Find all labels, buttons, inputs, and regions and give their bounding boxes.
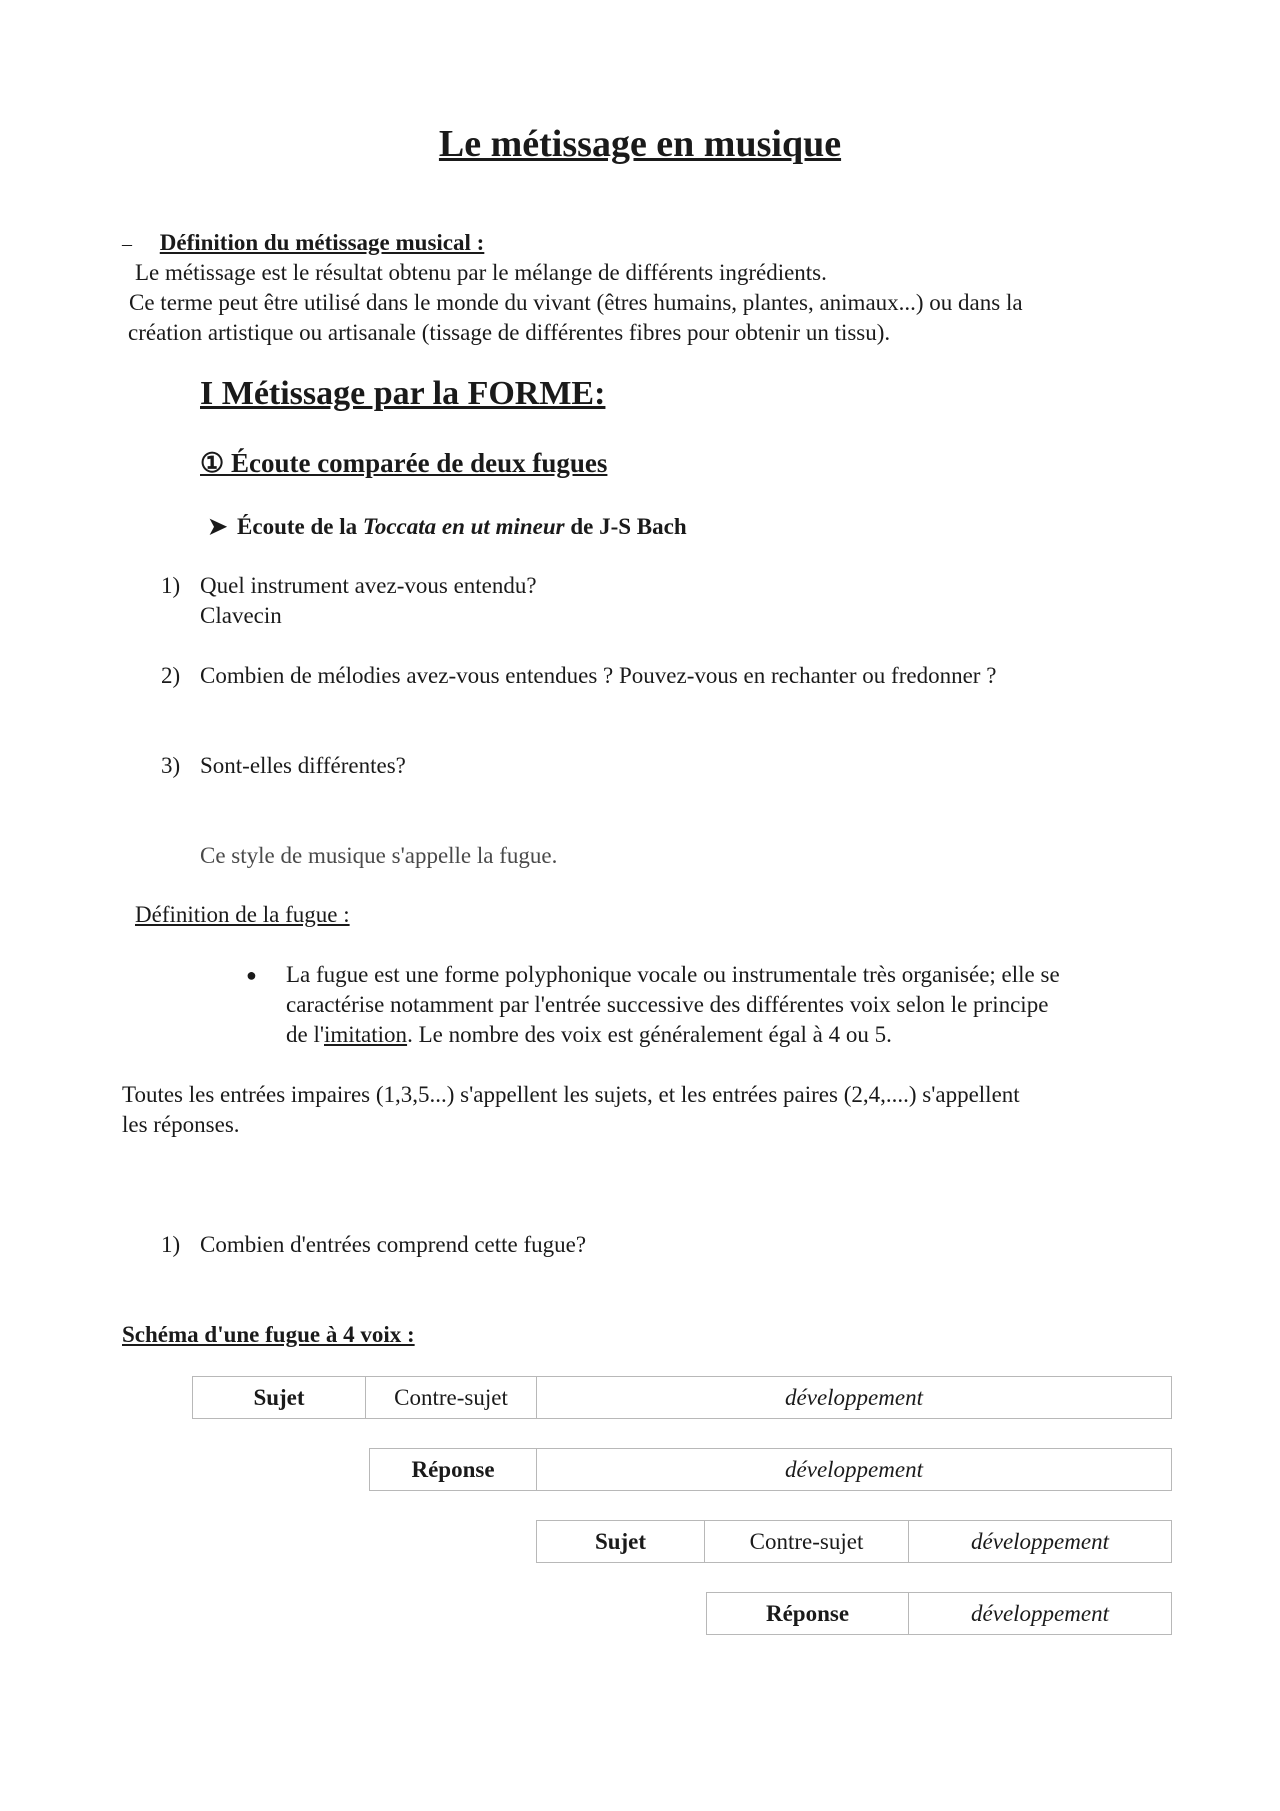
schema-cell-sujet: Sujet <box>536 1520 705 1563</box>
schema-cell-developpement: développement <box>536 1376 1172 1419</box>
listening-prefix: Écoute de la <box>237 514 358 539</box>
definition-metissage-heading: Définition du métissage musical : <box>159 230 485 255</box>
definition-fugue-line3 <box>286 1020 892 1050</box>
question-text: Combien de mélodies avez-vous entendues ? Pouvez-vous en rechanter ou fredonner ? <box>200 663 997 688</box>
schema-cell-developpement: développement <box>536 1448 1172 1491</box>
schema-cell-reponse: Réponse <box>706 1592 909 1635</box>
definition-fugue-heading: Définition de la fugue : <box>135 902 350 927</box>
listening-suffix: de J-S Bach <box>570 514 687 539</box>
listening-work-title: Toccata en ut mineur <box>362 514 565 539</box>
question-number: 2) <box>161 663 181 688</box>
entries-text-line1: Toutes les entrées impaires (1,3,5...) s'appellent les sujets, et les entrées paires (2,4,....) s'appellent <box>122 1082 1020 1107</box>
definition-fugue-line2: caractérise notamment par l'entrée successive des différentes voix selon le principe <box>286 992 1049 1017</box>
schema-cell-sujet: Sujet <box>192 1376 366 1419</box>
imitation-term: imitation <box>324 1022 408 1047</box>
subheading-ecoute-comparee: ① Écoute comparée de deux fugues <box>200 448 608 478</box>
schema-cell-developpement: développement <box>908 1520 1172 1563</box>
definition-fugue-line1: La fugue est une forme polyphonique vocale ou instrumentale très organisée; elle se <box>286 962 1060 987</box>
arrow-icon: ➤ <box>208 514 228 539</box>
definition-metissage-line1: Le métissage est le résultat obtenu par le mélange de différents ingrédients. <box>135 260 827 285</box>
schema-cell-developpement: développement <box>908 1592 1172 1635</box>
fugue-note: Ce style de musique s'appelle la fugue. <box>200 843 558 868</box>
question-text: Quel instrument avez-vous entendu? <box>200 573 537 598</box>
question-text: Sont-elles différentes? <box>200 753 406 778</box>
definition-fugue-line3-pre: de l' <box>286 1022 324 1047</box>
schema-heading: Schéma d'une fugue à 4 voix : <box>122 1322 415 1347</box>
bullet-icon: ● <box>246 965 257 985</box>
schema-cell-contre-sujet: Contre-sujet <box>704 1520 909 1563</box>
question-answer: Clavecin <box>200 603 282 628</box>
schema-cell-reponse: Réponse <box>369 1448 537 1491</box>
definition-metissage-line2: Ce terme peut être utilisé dans le monde du vivant (êtres humains, plantes, animaux...) ou dans la <box>129 290 1023 315</box>
question-number: 1) <box>161 1232 181 1257</box>
listening-line <box>208 512 687 542</box>
question-number: 1) <box>161 573 181 598</box>
definition-metissage-line3: création artistique ou artisanale (tissage de différentes fibres pour obtenir un tissu). <box>128 320 891 345</box>
question-number: 3) <box>161 753 181 778</box>
definition-fugue-line3-post: . Le nombre des voix est généralement égal à 4 ou 5. <box>407 1022 892 1047</box>
schema-cell-contre-sujet: Contre-sujet <box>365 1376 537 1419</box>
definition-metissage-block <box>122 228 484 259</box>
page-title: Le métissage en musique <box>438 123 842 165</box>
section-heading-forme: I Métissage par la FORME: <box>200 375 606 412</box>
question-text: Combien d'entrées comprend cette fugue? <box>200 1232 587 1257</box>
entries-text-line2: les réponses. <box>122 1112 240 1137</box>
dash-bullet: – <box>122 233 132 255</box>
